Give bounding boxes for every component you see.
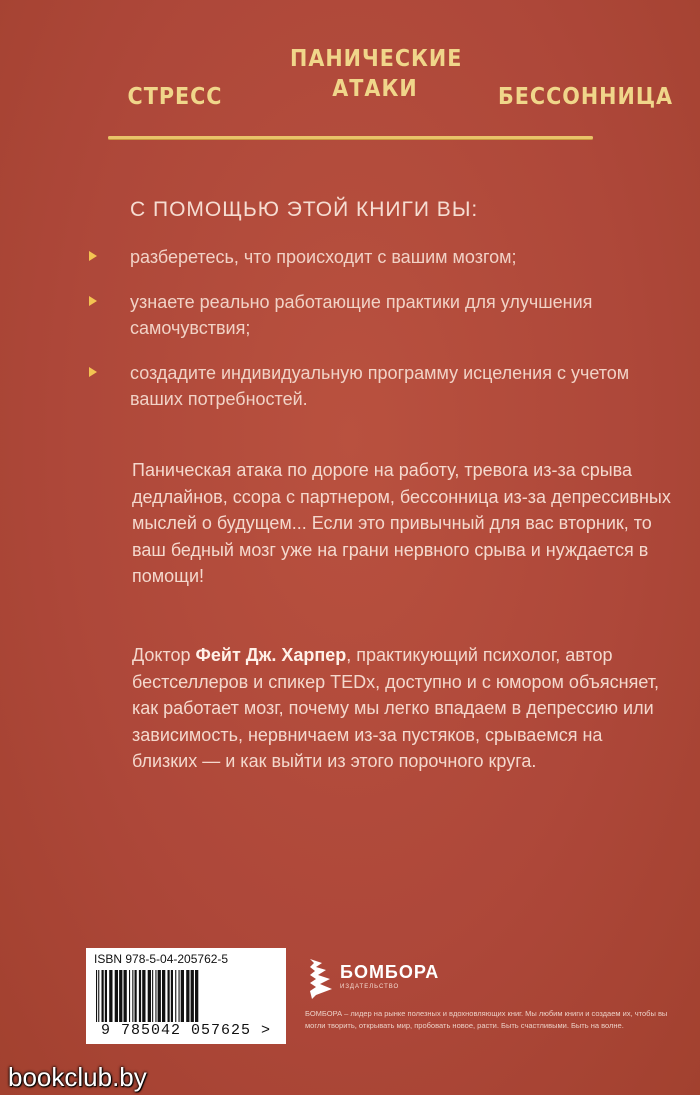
barcode-bar <box>115 970 118 1022</box>
author-description: , практикующий психолог, автор бестселлеров и спикер TEDx, доступно и с юмором объясняет, как работает мозг, почему мы легко впадаем в депрессию или зависимость, нервничаем из-за пустяков, срываемся на близких — и как выйти из этого порочного круга. <box>132 645 660 771</box>
bullet-arrow-icon <box>89 296 97 306</box>
list-item <box>85 360 675 412</box>
author-paragraph <box>132 642 672 775</box>
topic-panic-attacks: ПАНИЧЕСКИЕ АТАКИ <box>290 46 463 102</box>
barcode-bar <box>102 970 104 1022</box>
intro-heading: С ПОМОЩЬЮ ЭТОЙ КНИГИ ВЫ: <box>130 198 479 221</box>
author-prefix: Доктор <box>132 645 196 665</box>
list-item <box>85 244 675 270</box>
barcode-bar <box>158 970 161 1022</box>
barcode-bar <box>175 970 176 1022</box>
barcode-bar <box>171 970 173 1022</box>
barcode-bar <box>132 970 133 1022</box>
gold-divider <box>108 136 593 139</box>
barcode-bar <box>179 970 180 1022</box>
topic-stress: СТРЕСС <box>127 84 223 110</box>
barcode-box <box>86 948 286 1044</box>
list-item-text: узнаете реально работающие практики для улучшения самочувствия; <box>130 292 593 338</box>
list-item <box>85 289 675 341</box>
barcode-bar <box>139 970 141 1022</box>
barcode-bar <box>124 970 127 1022</box>
barcode-bar <box>119 970 122 1022</box>
barcode-bar <box>155 970 156 1022</box>
bullet-arrow-icon <box>89 251 97 261</box>
barcode-icon <box>94 970 278 1022</box>
watermark: bookclub.by <box>8 1062 147 1092</box>
publisher-subtitle: ИЗДАТЕЛЬСТВО <box>340 984 400 990</box>
barcode-bar <box>135 970 137 1022</box>
barcode-bar <box>142 970 145 1022</box>
publisher-blurb: БОМБОРА – лидер на рынке полезных и вдохновляющих книг. Мы любим книги и создаем их, чтобы вы могли творить, открывать мир, пробовать новое, расти. Быть счастливыми. Быть на волне. <box>305 1009 668 1030</box>
barcode-bar <box>96 970 97 1022</box>
barcode-bar <box>162 970 165 1022</box>
barcode-bar <box>98 970 99 1022</box>
author-name: Фейт Дж. Харпер <box>195 645 347 665</box>
barcode-bar <box>186 970 189 1022</box>
list-item-text: создадите индивидуальную программу исцеления с учетом ваших потребностей. <box>130 363 630 409</box>
description-paragraph: Паническая атака по дороге на работу, тревога из-за срыва дедлайнов, ссора с партнером, бессонница из-за депрессивных мыслей о будущем... Если это привычный для вас вторник, то ваш бедный мозг уже на грани нервного срыва и нуждается в помощи! <box>132 460 671 586</box>
bullet-arrow-icon <box>89 367 97 377</box>
barcode-bar <box>109 970 112 1022</box>
bombora-logo-icon <box>306 957 336 1001</box>
barcode-bar <box>148 970 151 1022</box>
barcode-digits: 9 785042 057625 > <box>100 1022 272 1039</box>
barcode-bar <box>191 970 194 1022</box>
barcode-bar <box>152 970 153 1022</box>
publisher-name: БОМБОРА <box>340 962 440 982</box>
isbn-label: ISBN 978-5-04-205762-5 <box>94 952 229 966</box>
topic-insomnia: БЕССОННИЦА <box>498 84 674 110</box>
barcode-bar <box>105 970 107 1022</box>
barcode-bar <box>181 970 184 1022</box>
benefits-list <box>85 244 675 431</box>
barcode-bar <box>168 970 170 1022</box>
barcode-bar <box>195 970 198 1022</box>
barcode-bar <box>129 970 130 1022</box>
list-item-text: разберетесь, что происходит с вашим мозгом; <box>130 247 517 267</box>
